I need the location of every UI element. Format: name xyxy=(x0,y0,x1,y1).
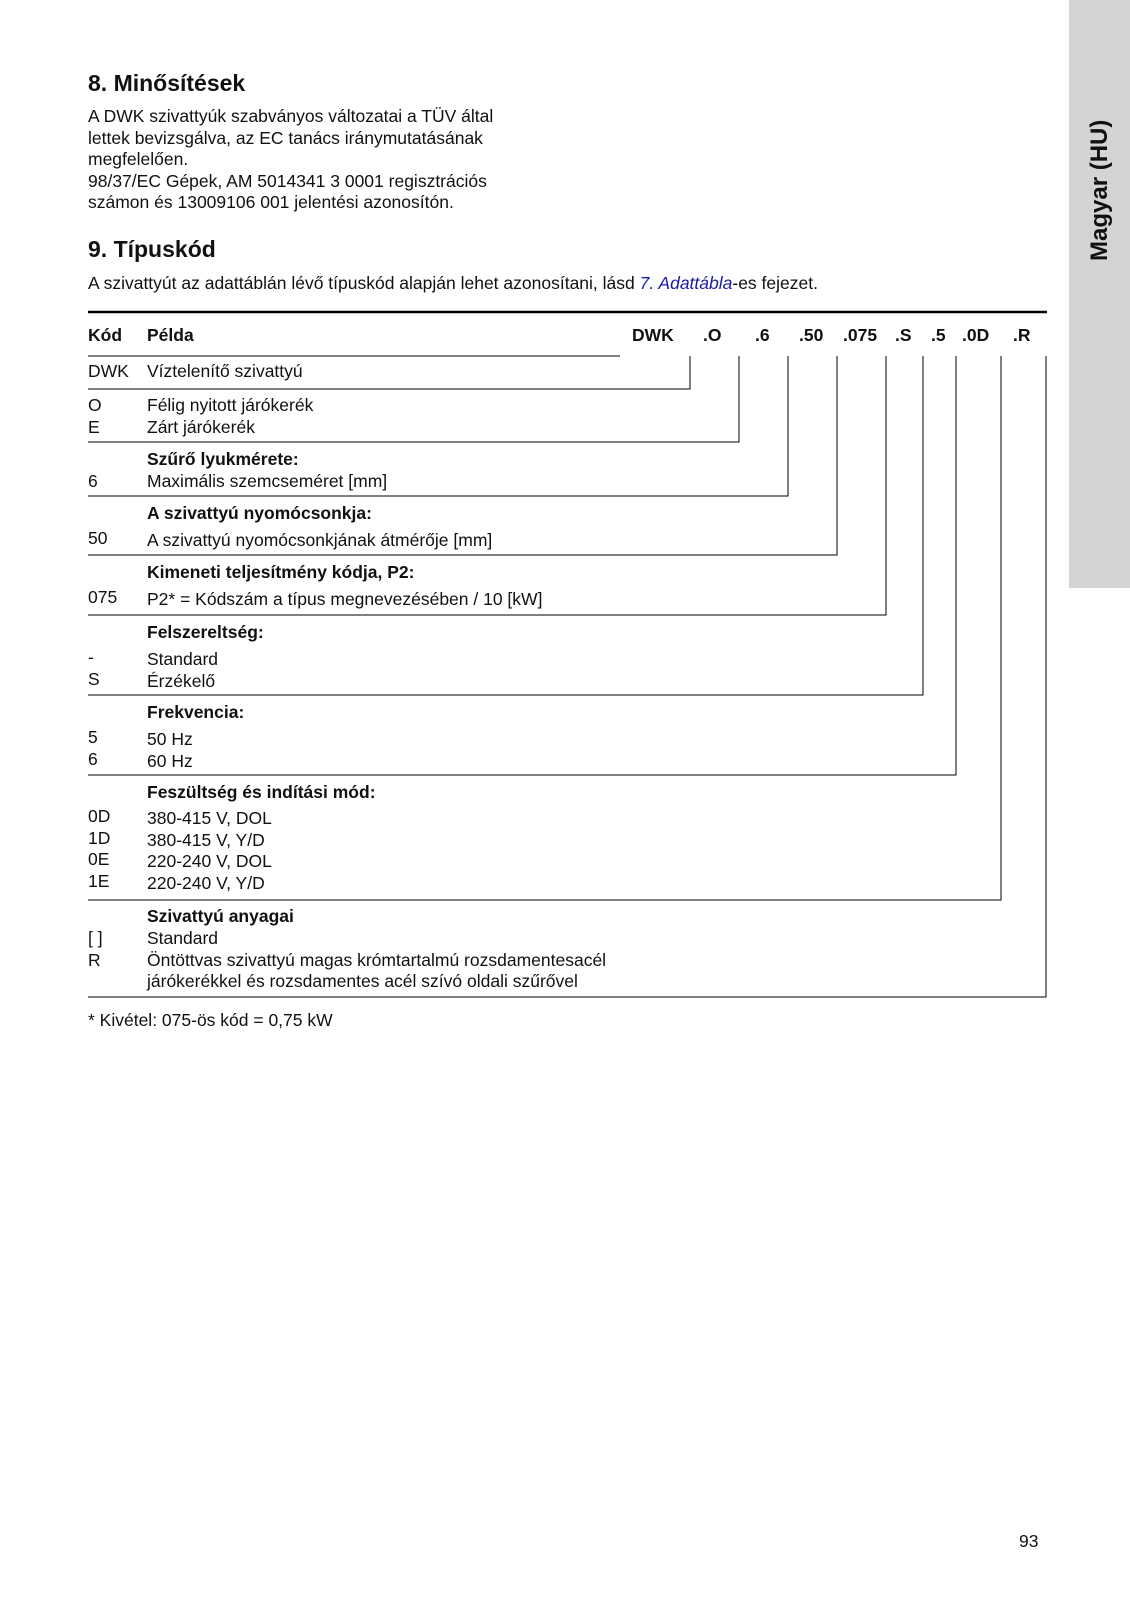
row-code: 0D xyxy=(88,806,111,826)
row-code: 075 xyxy=(88,587,118,607)
row-code: R xyxy=(88,949,101,970)
row-title: Feszültség és indítási mód: xyxy=(147,782,376,802)
row-description: járókerékkel és rozsdamentes acél szívó oldali szűrővel xyxy=(147,971,578,991)
row-code: 1D xyxy=(88,827,111,848)
section-9-title: 9. Típuskód xyxy=(88,236,216,262)
row-description: Öntöttvas szivattyú magas krómtartalmú rozsdamentesacél xyxy=(147,949,607,970)
row-codes xyxy=(88,806,110,892)
row-code: 50 xyxy=(88,528,108,548)
row-code: O xyxy=(88,395,102,415)
row-codes xyxy=(88,647,100,690)
example-segment: .R xyxy=(1013,325,1031,345)
example-segment: .O xyxy=(703,325,722,345)
row-codes xyxy=(88,727,98,770)
section-8-line: 98/37/EC Gépek, AM 5014341 3 0001 regisztrációs xyxy=(88,170,487,191)
example-segment: .0D xyxy=(962,325,990,345)
example-segment: .S xyxy=(895,325,912,345)
row-description: 380-415 V, Y/D xyxy=(147,829,265,850)
column-code-header: Kód xyxy=(88,325,123,345)
row-title: Szűrő lyukmérete: xyxy=(147,449,299,469)
row-descriptions xyxy=(147,395,313,438)
row-description: Érzékelő xyxy=(147,670,216,691)
row-descriptions xyxy=(147,808,272,894)
row-description: 220-240 V, DOL xyxy=(147,851,272,871)
page-number: 93 xyxy=(1019,1531,1039,1551)
row-title: Frekvencia: xyxy=(147,702,245,722)
section-8-line: A DWK szivattyúk szabványos változatai a TÜV által xyxy=(88,106,494,126)
row-description: P2* = Kódszám a típus megnevezésében / 10 [kW] xyxy=(147,589,543,609)
row-title: Kimeneti teljesítmény kódja, P2: xyxy=(147,562,415,582)
row-description: 60 Hz xyxy=(147,750,193,771)
row-code: 6 xyxy=(88,471,98,491)
row-code: 5 xyxy=(88,727,98,747)
row-description: Félig nyitott járókerék xyxy=(147,395,314,415)
example-segment: DWK xyxy=(632,325,674,345)
row-description: Maximális szemcseméret [mm] xyxy=(147,471,388,491)
row-descriptions xyxy=(147,928,606,993)
row-title: Szivattyú anyagai xyxy=(147,906,294,926)
row-codes xyxy=(88,928,103,971)
row-title: A szivattyú nyomócsonkja: xyxy=(147,503,372,523)
row-title: Felszereltség: xyxy=(147,622,264,642)
example-segment: .075 xyxy=(843,325,878,345)
row-description: Standard xyxy=(147,928,219,948)
section-8-line: megfelelően. xyxy=(88,149,189,169)
language-label: Magyar (HU) xyxy=(1086,119,1113,261)
section-8-line: lettek bevizsgálva, az EC tanács iránymutatásának xyxy=(88,127,483,148)
row-codes xyxy=(88,395,102,438)
row-code: 0E xyxy=(88,849,110,869)
row-description: 50 Hz xyxy=(147,729,193,749)
row-description: A szivattyú nyomócsonkjának átmérője [mm] xyxy=(147,530,493,550)
row-description: 220-240 V, Y/D xyxy=(147,872,265,893)
intro-text: A szivattyút az adattáblán lévő típuskód alapján lehet azonosítani, lásd xyxy=(88,273,640,293)
row-description: Standard xyxy=(147,649,219,669)
datasheet-link-text[interactable]: 7. Adattábla xyxy=(639,273,733,293)
row-description: Zárt járókerék xyxy=(147,416,255,437)
row-description: Víztelenítő szivattyú xyxy=(147,361,303,381)
row-code: 1E xyxy=(88,870,110,891)
row-code: 6 xyxy=(88,748,98,769)
example-segment: .5 xyxy=(931,325,946,345)
row-description: 380-415 V, DOL xyxy=(147,808,272,828)
row-code: - xyxy=(88,647,94,667)
example-segment: .50 xyxy=(799,325,824,345)
row-descriptions xyxy=(147,649,218,692)
section-8-line: számon és 13009106 001 jelentési azonosítón. xyxy=(88,192,454,212)
row-code: S xyxy=(88,668,100,689)
intro-text-end: -es fejezet. xyxy=(732,273,818,293)
row-code: E xyxy=(88,416,100,437)
column-example-header: Példa xyxy=(147,325,194,345)
row-code: [ ] xyxy=(88,928,103,948)
section-8-title: 8. Minősítések xyxy=(88,70,246,96)
row-descriptions xyxy=(147,729,193,772)
footnote: * Kivétel: 075-ös kód = 0,75 kW xyxy=(88,1010,333,1030)
row-code: DWK xyxy=(88,361,129,381)
example-segment: .6 xyxy=(755,325,770,345)
